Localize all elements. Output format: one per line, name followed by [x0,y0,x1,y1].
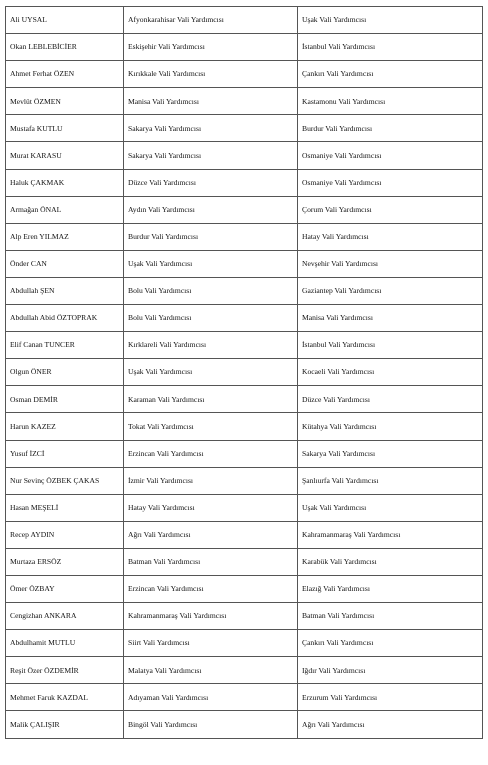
name-cell: Ahmet Ferhat ÖZEN [6,61,124,88]
name-cell: Önder CAN [6,250,124,277]
table-row [6,548,483,575]
new-post-cell: Erzurum Vali Yardımcısı [298,684,483,711]
new-post-cell: Sakarya Vali Yardımcısı [298,440,483,467]
table-row [6,657,483,684]
new-post-cell: Şanlıurfa Vali Yardımcısı [298,467,483,494]
current-post-cell: Bingöl Vali Yardımcısı [124,711,298,738]
new-post-cell: Iğdır Vali Yardımcısı [298,657,483,684]
table-body [6,7,483,739]
name-cell: Haluk ÇAKMAK [6,169,124,196]
name-cell: Armağan ÖNAL [6,196,124,223]
name-cell: Hasan MEŞELİ [6,494,124,521]
current-post-cell: Tokat Vali Yardımcısı [124,413,298,440]
current-post-cell: Burdur Vali Yardımcısı [124,223,298,250]
name-cell: Yusuf İZCİ [6,440,124,467]
current-post-cell: Erzincan Vali Yardımcısı [124,440,298,467]
table-row [6,34,483,61]
name-cell: Reşit Özer ÖZDEMİR [6,657,124,684]
current-post-cell: İzmir Vali Yardımcısı [124,467,298,494]
table-row [6,250,483,277]
current-post-cell: Bolu Vali Yardımcısı [124,305,298,332]
current-post-cell: Malatya Vali Yardımcısı [124,657,298,684]
name-cell: Okan LEBLEBİCİER [6,34,124,61]
new-post-cell: Nevşehir Vali Yardımcısı [298,250,483,277]
new-post-cell: Kocaeli Vali Yardımcısı [298,359,483,386]
name-cell: Cengizhan ANKARA [6,603,124,630]
table-row [6,223,483,250]
name-cell: Murtaza ERSÖZ [6,548,124,575]
current-post-cell: Kahramanmaraş Vali Yardımcısı [124,603,298,630]
table-row [6,494,483,521]
current-post-cell: Düzce Vali Yardımcısı [124,169,298,196]
name-cell: Abdullah Abid ÖZTOPRAK [6,305,124,332]
name-cell: Abdulhamit MUTLU [6,630,124,657]
current-post-cell: Sakarya Vali Yardımcısı [124,142,298,169]
name-cell: Malik ÇALIŞIR [6,711,124,738]
current-post-cell: Adıyaman Vali Yardımcısı [124,684,298,711]
name-cell: Nur Sevinç ÖZBEK ÇAKAS [6,467,124,494]
appointment-table [5,6,483,739]
table-row [6,332,483,359]
current-post-cell: Aydın Vali Yardımcısı [124,196,298,223]
current-post-cell: Afyonkarahisar Vali Yardımcısı [124,7,298,34]
current-post-cell: Karaman Vali Yardımcısı [124,386,298,413]
current-post-cell: Eskişehir Vali Yardımcısı [124,34,298,61]
new-post-cell: Batman Vali Yardımcısı [298,603,483,630]
new-post-cell: Manisa Vali Yardımcısı [298,305,483,332]
new-post-cell: Kütahya Vali Yardımcısı [298,413,483,440]
table-row [6,575,483,602]
current-post-cell: Sakarya Vali Yardımcısı [124,115,298,142]
table-row [6,88,483,115]
table-row [6,440,483,467]
name-cell: Mustafa KUTLU [6,115,124,142]
name-cell: Recep AYDIN [6,521,124,548]
table-row [6,169,483,196]
new-post-cell: Elazığ Vali Yardımcısı [298,575,483,602]
table-row [6,467,483,494]
table-row [6,196,483,223]
new-post-cell: Düzce Vali Yardımcısı [298,386,483,413]
name-cell: Abdullah ŞEN [6,277,124,304]
table-row [6,386,483,413]
table-row [6,684,483,711]
table-row [6,7,483,34]
table-row [6,711,483,738]
new-post-cell: Çankırı Vali Yardımcısı [298,61,483,88]
current-post-cell: Manisa Vali Yardımcısı [124,88,298,115]
current-post-cell: Hatay Vali Yardımcısı [124,494,298,521]
new-post-cell: İstanbul Vali Yardımcısı [298,332,483,359]
new-post-cell: Uşak Vali Yardımcısı [298,494,483,521]
name-cell: Olgun ÖNER [6,359,124,386]
new-post-cell: Hatay Vali Yardımcısı [298,223,483,250]
name-cell: Harun KAZEZ [6,413,124,440]
new-post-cell: Uşak Vali Yardımcısı [298,7,483,34]
current-post-cell: Erzincan Vali Yardımcısı [124,575,298,602]
new-post-cell: Kastamonu Vali Yardımcısı [298,88,483,115]
new-post-cell: Gaziantep Vali Yardımcısı [298,277,483,304]
table-row [6,142,483,169]
new-post-cell: Karabük Vali Yardımcısı [298,548,483,575]
name-cell: Ömer ÖZBAY [6,575,124,602]
current-post-cell: Bolu Vali Yardımcısı [124,277,298,304]
table-row [6,630,483,657]
new-post-cell: Ağrı Vali Yardımcısı [298,711,483,738]
new-post-cell: Çorum Vali Yardımcısı [298,196,483,223]
new-post-cell: Çankırı Vali Yardımcısı [298,630,483,657]
name-cell: Elif Canan TUNCER [6,332,124,359]
name-cell: Alp Eren YILMAZ [6,223,124,250]
table-row [6,359,483,386]
table-row [6,277,483,304]
current-post-cell: Kırklareli Vali Yardımcısı [124,332,298,359]
new-post-cell: Osmaniye Vali Yardımcısı [298,169,483,196]
name-cell: Ali UYSAL [6,7,124,34]
table-row [6,521,483,548]
new-post-cell: İstanbul Vali Yardımcısı [298,34,483,61]
new-post-cell: Kahramanmaraş Vali Yardımcısı [298,521,483,548]
name-cell: Murat KARASU [6,142,124,169]
current-post-cell: Uşak Vali Yardımcısı [124,359,298,386]
current-post-cell: Ağrı Vali Yardımcısı [124,521,298,548]
name-cell: Mevlüt ÖZMEN [6,88,124,115]
current-post-cell: Siirt Vali Yardımcısı [124,630,298,657]
table-row [6,61,483,88]
table-row [6,413,483,440]
name-cell: Mehmet Faruk KAZDAL [6,684,124,711]
current-post-cell: Batman Vali Yardımcısı [124,548,298,575]
name-cell: Osman DEMİR [6,386,124,413]
current-post-cell: Kırıkkale Vali Yardımcısı [124,61,298,88]
table-row [6,603,483,630]
current-post-cell: Uşak Vali Yardımcısı [124,250,298,277]
table-row [6,305,483,332]
new-post-cell: Burdur Vali Yardımcısı [298,115,483,142]
table-row [6,115,483,142]
new-post-cell: Osmaniye Vali Yardımcısı [298,142,483,169]
